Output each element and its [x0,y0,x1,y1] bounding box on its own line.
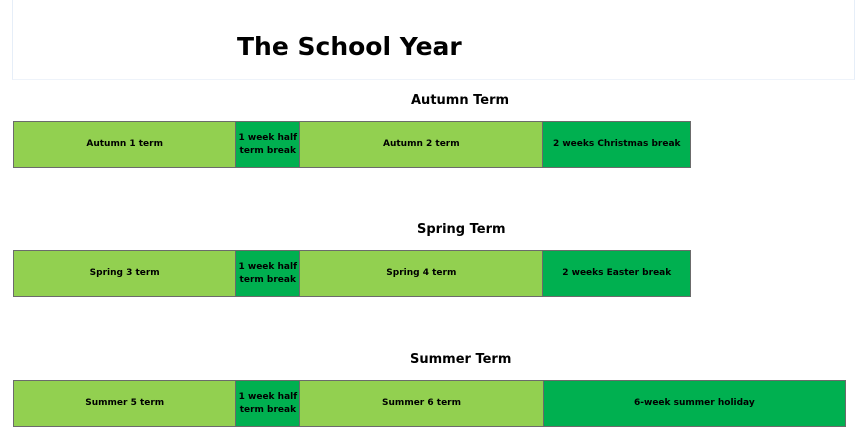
summer-term-bar [13,380,846,427]
summer-term-heading: Summer Term [410,352,512,367]
autumn-half-term-break-segment: 1 week half term break [236,122,300,167]
autumn-term-heading: Autumn Term [411,93,510,108]
page-title: The School Year [237,32,462,61]
autumn-1-term-segment: Autumn 1 term [14,122,236,167]
autumn-term-bar [13,121,691,168]
autumn-2-term-segment: Autumn 2 term [300,122,543,167]
summer-holiday-segment: 6-week summer holiday [544,381,845,426]
christmas-break-segment: 2 weeks Christmas break [543,122,690,167]
spring-3-term-segment: Spring 3 term [14,251,236,296]
easter-break-segment: 2 weeks Easter break [543,251,690,296]
spring-term-bar [13,250,691,297]
spring-half-term-break-segment: 1 week half term break [236,251,300,296]
spring-4-term-segment: Spring 4 term [300,251,543,296]
spring-term-heading: Spring Term [417,222,506,237]
summer-half-term-break-segment: 1 week half term break [236,381,300,426]
summer-6-term-segment: Summer 6 term [300,381,543,426]
summer-5-term-segment: Summer 5 term [14,381,236,426]
